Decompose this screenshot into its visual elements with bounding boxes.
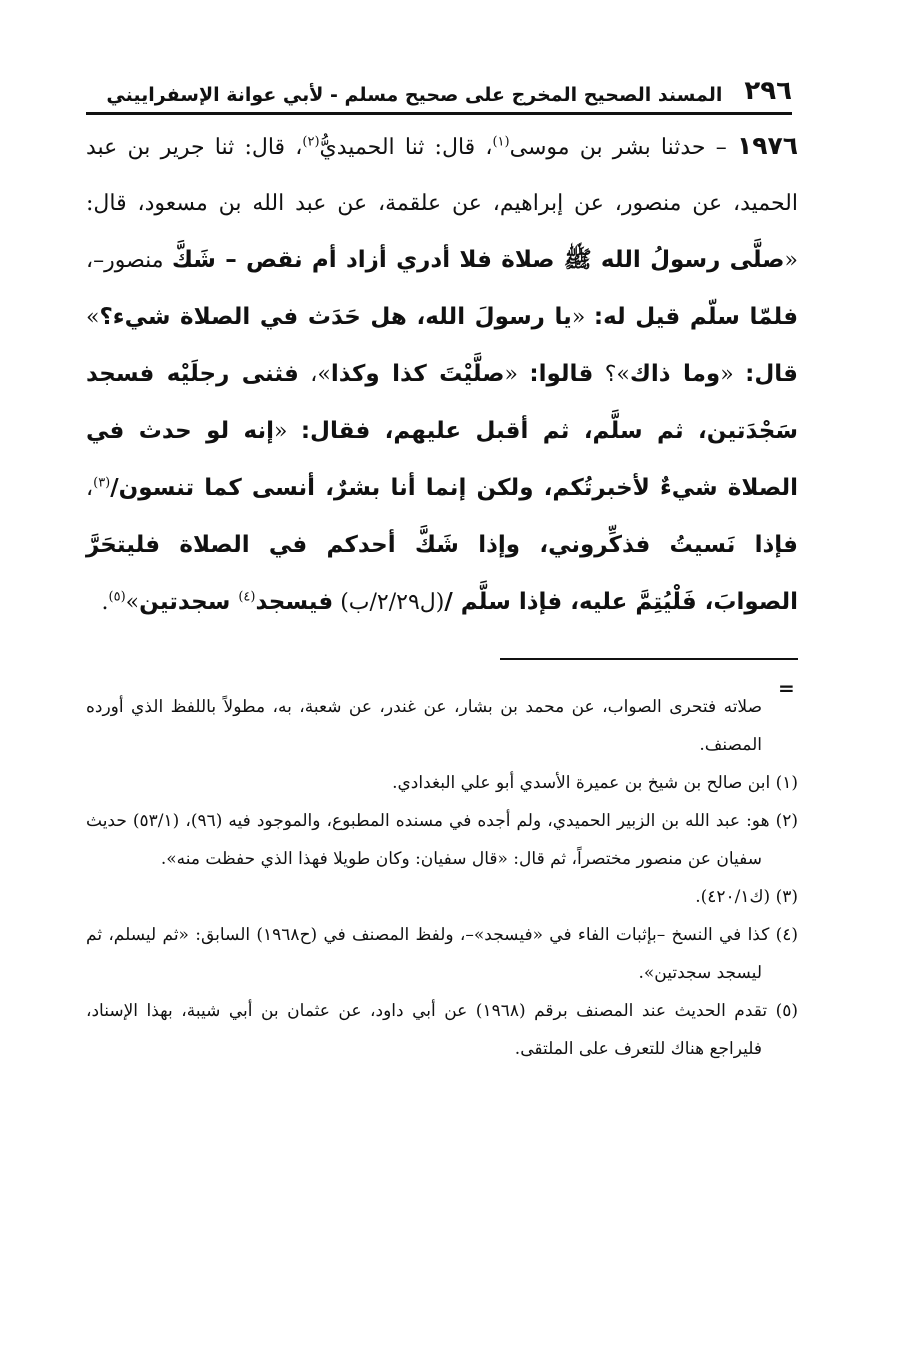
footnote-5: (٥) تقدم الحديث عند المصنف برقم (١٩٦٨) عن أبي داود، عن عثمان بن أبي شيبة، بهذا الإسناد، فليراجع هناك للتعرف على الملتقى.	[86, 1001, 799, 1059]
text-segment: .	[101, 590, 109, 615]
bold-segment: فيسجد	[255, 589, 334, 615]
text-segment: «	[274, 419, 301, 444]
hadith-number: ١٩٧٦	[736, 131, 798, 160]
text-segment: »	[125, 590, 140, 615]
text-segment: »	[86, 305, 100, 330]
bold-segment: قال:	[745, 361, 798, 387]
text-segment: «	[504, 362, 530, 387]
bold-segment: إنه لو حدث في الصلاة شيءٌ لأخبرتُكم، ولكن إنما أنا بشرٌ، أنسى كما تنسون/	[86, 418, 798, 501]
bold-segment: صلَّيْتَ كذا وكذا	[330, 361, 505, 387]
bold-segment: فلمّا سلّم قيل له:	[593, 304, 798, 330]
bold-segment: يا رسولَ الله، هل حَدَث في الصلاة شيء؟	[99, 304, 572, 330]
hadith-dash: –	[705, 135, 737, 160]
footnote-2: (٢) هو: عبد الله بن الزبير الحميدي، ولم أجده في مسنده المطبوع، والموجود فيه (٩٦)، (٥٣/١) حديث سفيان عن منصور مختصراً، ثم قال: «قال سفيان: وكان طويلا فهذا الذي حفظت منه».	[86, 811, 799, 869]
text-segment: ، قال: ثنا الحميديُّ	[319, 135, 493, 160]
text-segment: «	[571, 305, 594, 330]
bold-segment: فإذا نَسيتُ فذكِّروني، وإذا شَكَّ أحدكم في الصلاة فليتحَرَّ الصوابَ، فَلْيُتِمَّ عليه، فإذا سلَّم /	[86, 532, 798, 615]
bold-segment: صلَّى رسولُ الله ﷺ صلاة فلا أدري أزاد أم نقص – شَكَّ	[171, 247, 785, 273]
footnote-ref-3: (٣)	[93, 475, 111, 491]
footnotes	[86, 688, 798, 1068]
text-segment: ، قال: ثنا جرير بن عبد الحميد، عن منصور، عن إبراهيم، عن علقمة، عن عبد الله بن مسعود، قال: «	[86, 135, 798, 273]
footnote-ref-1: (١)	[492, 134, 510, 150]
bold-segment: سجدتين	[139, 589, 239, 615]
footnote-ref-2: (٢)	[302, 134, 320, 150]
running-header	[86, 72, 792, 115]
text-segment: منصور–،	[86, 248, 172, 273]
running-title: المسند الصحيح المخرج على صحيح مسلم - لأبي عوانة الإسفراييني	[106, 84, 723, 106]
manuscript-ref: (ل٢/٢٩/ب)	[333, 590, 445, 615]
text-segment: ،	[86, 476, 94, 501]
continuation-mark: =	[778, 676, 795, 700]
bold-segment: فثنى رجلَيْه فسجد سَجْدَتين، ثم سلَّم، ثم أقبل عليهم، فقال:	[86, 361, 798, 444]
footnote-3: (٣) (ك٤٢٠/١).	[695, 887, 798, 907]
bold-segment: وما ذاك	[629, 361, 721, 387]
text-segment: «	[720, 362, 746, 387]
page-number: ٢٩٦	[744, 76, 792, 106]
bold-segment: قالوا:	[529, 361, 594, 387]
footnote-ref-4: (٤)	[238, 589, 256, 605]
hadith-text	[86, 118, 798, 631]
footnote-continuation: صلاته فتحرى الصواب، عن محمد بن بشار، عن غندر، عن شعبة، به، مطولاً باللفظ الذي أورده المصنف.	[86, 697, 762, 755]
footnote-separator	[500, 658, 798, 660]
footnote-1: (١) ابن صالح بن شيخ بن عميرة الأسدي أبو علي البغدادي.	[392, 773, 798, 793]
text-segment: حدثنا بشر بن موسى	[509, 135, 706, 160]
text-segment: »؟	[593, 362, 630, 387]
text-segment: »،	[298, 362, 331, 387]
footnote-ref-5: (٥)	[108, 589, 126, 605]
footnote-4: (٤) كذا في النسخ –بإثبات الفاء في «فيسجد»–، ولفظ المصنف في (ح١٩٦٨) السابق: «ثم ليسلم، ثم ليسجد سجدتين».	[86, 925, 799, 983]
